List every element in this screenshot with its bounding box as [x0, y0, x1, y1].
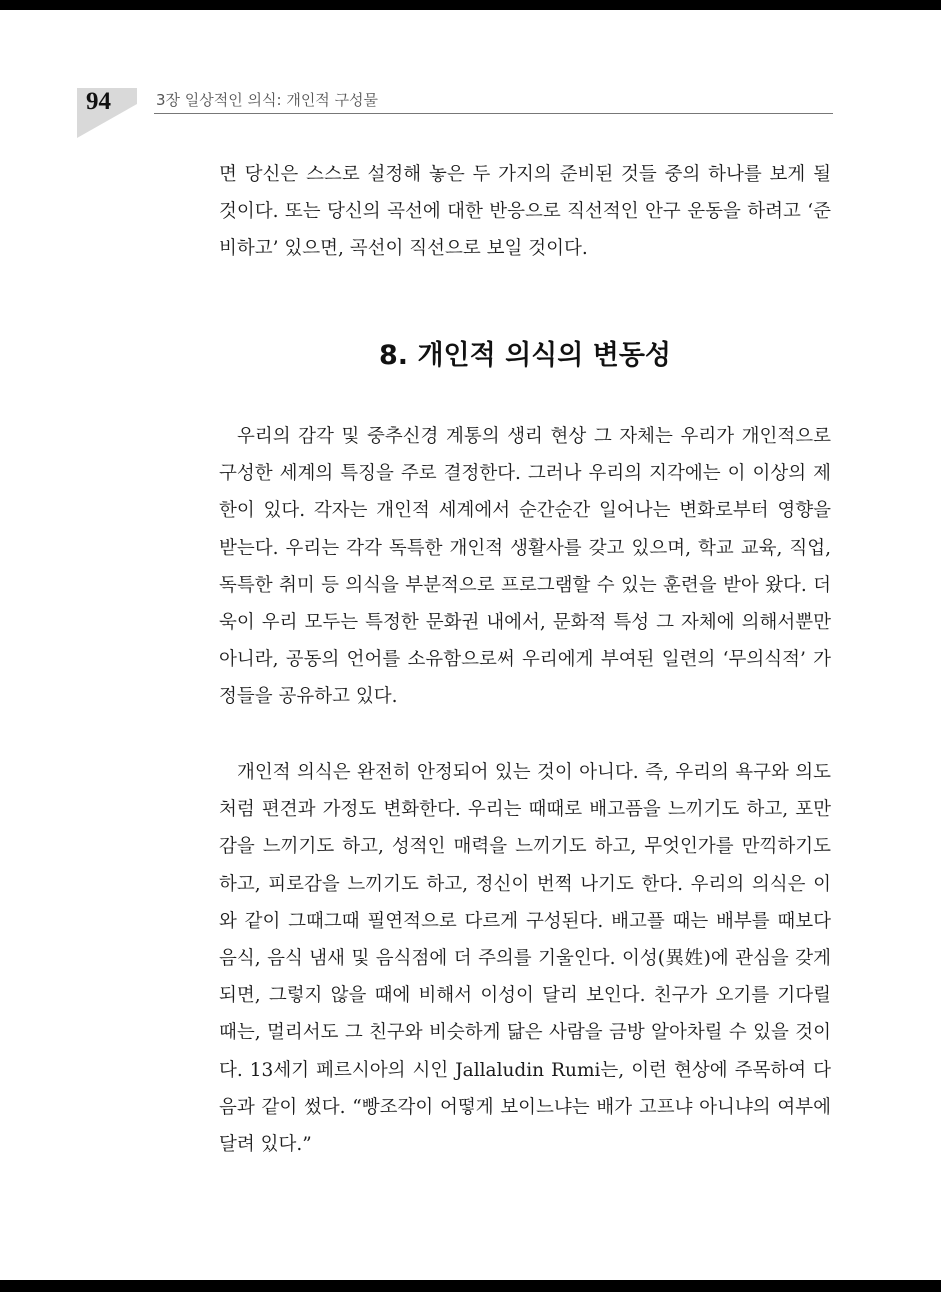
header-rule: [154, 113, 833, 114]
top-border-bar: [0, 0, 941, 10]
intro-paragraph: 면 당신은 스스로 설정해 놓은 두 가지의 준비된 것들 중의 하나를 보게 될 것이다. 또는 당신의 곡선에 대한 반응으로 직선적인 안구 운동을 하려고 ‘준비하고’ 있으면, 곡선이 직선으로 보일 것이다.: [219, 164, 831, 260]
body-paragraph-1: [219, 418, 831, 716]
section-heading: 8. 개인적 의식의 변동성: [379, 340, 671, 371]
body-paragraph-1-text: 우리의 감각 및 중추신경 계통의 생리 현상 그 자체는 우리가 개인적으로 구성한 세계의 특징을 주로 결정한다. 그러나 우리의 지각에는 이 이상의 제한이 있다. 각자는 개인적 세계에서 순간순간 일어나는 변화로부터 영향을 받는다. 우리는 각각 독특한 개인적 생활사를 갖고 있으며, 학교 교육, 직업, 독특한 취미 등 의식을 부분적으로 프로그램할 수 있는 훈련을 받아 왔다. 더욱이 우리 모두는 특정한 문화권 내에서, 문화적 특성 그 자체에 의해서뿐만 아니라, 공동의 언어를 소유함으로써 우리에게 부여된 일련의 ‘무의식적’ 가정들을 공유하고 있다.: [219, 426, 831, 708]
body-paragraph-2: [219, 754, 831, 1163]
bottom-border-bar: [0, 1280, 941, 1292]
running-head: 3장 일상적인 의식: 개인적 구성물: [156, 91, 379, 109]
body-paragraph-2-text: 개인적 의식은 완전히 안정되어 있는 것이 아니다. 즉, 우리의 욕구와 의도처럼 편견과 가정도 변화한다. 우리는 때때로 배고픔을 느끼기도 하고, 포만감을 느끼기도 하고, 성적인 매력을 느끼기도 하고, 무엇인가를 만끽하기도 하고, 피로감을 느끼기도 하고, 정신이 번쩍 나기도 한다. 우리의 의식은 이와 같이 그때그때 필연적으로 다르게 구성된다. 배고플 때는 배부를 때보다 음식, 음식 냄새 및 음식점에 더 주의를 기울인다. 이성(異姓)에 관심을 갖게 되면, 그렇지 않을 때에 비해서 이성이 달리 보인다. 친구가 오기를 기다릴 때는, 멀리서도 그 친구와 비슷하게 닮은 사람을 금방 알아차릴 수 있을 것이다. 13세기 페르시아의 시인 Jallaludin Rumi는, 이런 현상에 주목하여 다음과 같이 썼다. “빵조각이 어떻게 보이느냐는 배가 고프냐 아니냐의 여부에 달려 있다.”: [219, 762, 831, 1156]
page-number: 94: [86, 88, 111, 115]
